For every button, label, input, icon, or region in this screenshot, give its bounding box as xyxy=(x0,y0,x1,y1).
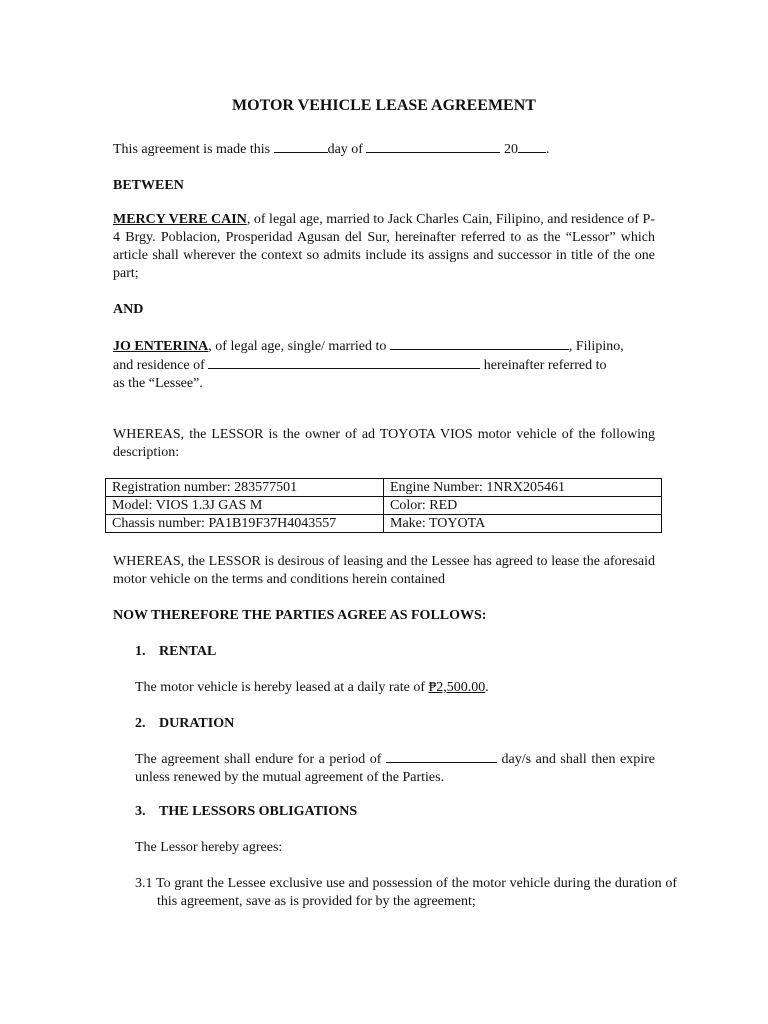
section-number: 2. xyxy=(135,716,146,731)
lessee-text-e: as the “Lessee”. xyxy=(113,376,203,391)
table-row xyxy=(106,497,662,515)
lessor-text: , of legal age, married to Jack Charles Cain, Filipino, and residence of P-4 Brgy. Poblacion, Prosperidad Agusan del Sur, hereinafter referred to as the “Lessor” which article shall wherever the context so admits include its assigns and successor in title of the one part; xyxy=(113,212,655,281)
section-title: DURATION xyxy=(159,716,235,731)
lessor-paragraph xyxy=(113,211,655,283)
duration-text-b: day/s and shall then expire unless renewed by the mutual agreement of the Parties. xyxy=(135,752,656,785)
residence-blank xyxy=(208,356,480,369)
lessee-text-d: hereinafter referred to xyxy=(480,358,607,373)
whereas-paragraph-1: WHEREAS, the LESSOR is the owner of ad TOYOTA VIOS motor vehicle of the following description: xyxy=(113,427,655,460)
now-therefore-heading: NOW THEREFORE THE PARTIES AGREE AS FOLLOWS: xyxy=(113,608,487,623)
intro-paragraph xyxy=(113,140,655,159)
period-blank xyxy=(386,750,497,763)
rental-paragraph xyxy=(135,679,655,697)
obligation-item-3-1: 3.1 To grant the Lessee exclusive use and possession of the motor vehicle during the duration of this agreement, save as is provided for by the agreement; xyxy=(135,876,677,909)
table-cell: Chassis number: PA1B19F37H4043557 xyxy=(106,515,384,533)
whereas-paragraph-2: WHEREAS, the LESSOR is desirous of leasing and the Lessee has agreed to lease the aforesaid motor vehicle on the terms and conditions herein contained xyxy=(113,554,655,587)
table-cell: Registration number: 283577501 xyxy=(106,479,384,497)
duration-paragraph xyxy=(135,750,655,787)
between-label: BETWEEN xyxy=(113,178,184,193)
duration-text-a: The agreement shall endure for a period of xyxy=(135,752,386,767)
lessee-text-a: , of legal age, single/ married to xyxy=(208,339,390,354)
and-label: AND xyxy=(113,302,144,317)
intro-text-d: . xyxy=(545,142,550,157)
lessee-line-2 xyxy=(113,356,655,375)
intro-text-c: 20 xyxy=(500,142,518,157)
lessee-line-1 xyxy=(113,337,655,356)
table-cell: Engine Number: 1NRX205461 xyxy=(384,479,662,497)
section-number: 3. xyxy=(135,804,146,819)
table-cell: Model: VIOS 1.3J GAS M xyxy=(106,497,384,515)
document-title: MOTOR VEHICLE LEASE AGREEMENT xyxy=(232,97,536,114)
table-cell: Color: RED xyxy=(384,497,662,515)
vehicle-description-table xyxy=(105,478,662,533)
section-title: THE LESSORS OBLIGATIONS xyxy=(159,804,358,819)
spouse-blank xyxy=(390,337,569,350)
year-blank xyxy=(518,140,546,153)
obligations-intro: The Lessor hereby agrees: xyxy=(135,840,283,855)
rental-end: . xyxy=(485,680,489,695)
section-rental-heading xyxy=(135,643,655,661)
table-row xyxy=(106,479,662,497)
table-row xyxy=(106,515,662,533)
section-obligations-heading xyxy=(135,803,655,821)
rental-amount: ₱2,500.00 xyxy=(428,680,486,695)
lessee-name: JO ENTERINA xyxy=(113,339,209,354)
lessee-text-b: , Filipino, xyxy=(568,339,624,354)
section-number: 1. xyxy=(135,644,146,659)
lessee-paragraph xyxy=(113,337,655,393)
day-blank xyxy=(274,140,328,153)
lessor-name: MERCY VERE CAIN xyxy=(113,212,247,227)
rental-text: The motor vehicle is hereby leased at a daily rate of xyxy=(135,680,429,695)
section-title: RENTAL xyxy=(159,644,217,659)
intro-text-b: day of xyxy=(327,142,367,157)
lessee-text-c: and residence of xyxy=(113,358,209,373)
table-cell: Make: TOYOTA xyxy=(384,515,662,533)
section-duration-heading xyxy=(135,715,655,733)
intro-text-a: This agreement is made this xyxy=(113,142,274,157)
month-blank xyxy=(366,140,500,153)
